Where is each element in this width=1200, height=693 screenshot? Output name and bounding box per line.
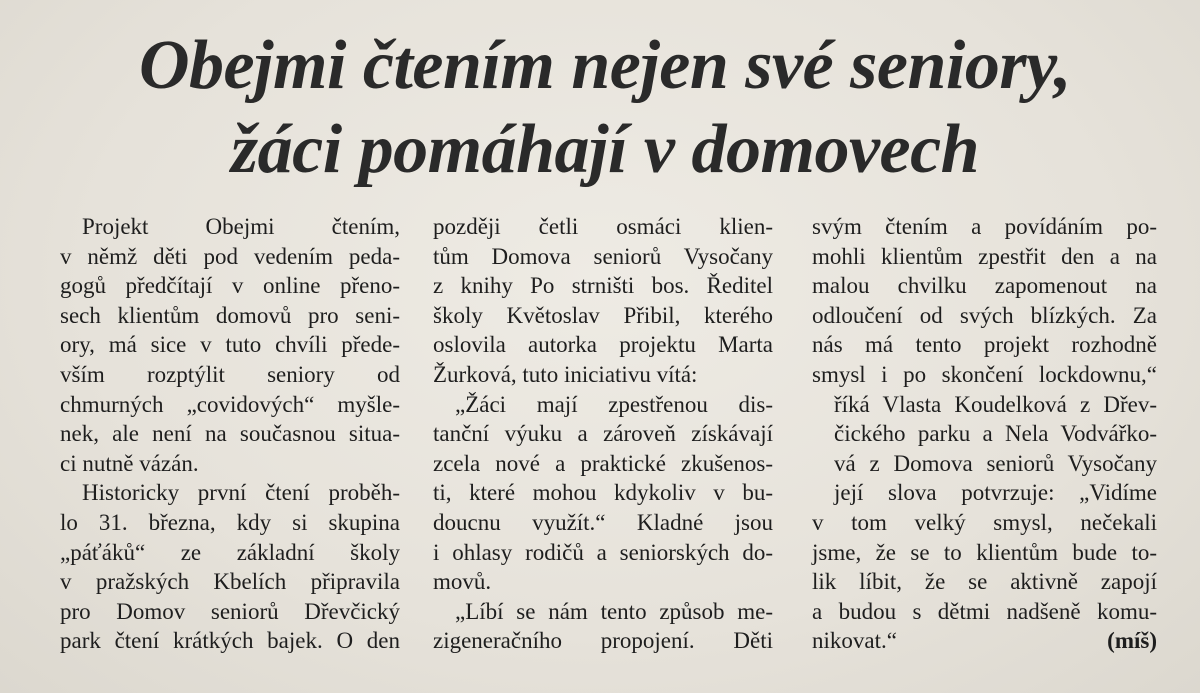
text-line: později četli osmáci klien- xyxy=(433,214,773,239)
text-line: mohli klientům zpestřit den a na xyxy=(812,243,1157,269)
text-line: Historicky první čtení proběh- xyxy=(82,480,400,506)
text-line: odloučení od svých blízkých. Za xyxy=(812,302,1157,328)
article-column-1 xyxy=(60,212,400,656)
text-line: nás má tento projekt rozhodně xyxy=(812,332,1157,358)
text-line: i ohlasy rodičů a seniorských do- xyxy=(433,539,773,565)
text-line: „Líbí se nám tento způsob me- xyxy=(455,598,773,624)
text-line: lik líbit, že se aktivně zapojí xyxy=(812,569,1157,595)
text-line: gogů předčítají v online přeno- xyxy=(60,273,400,299)
text-line: v tom velký smysl, nečekali xyxy=(812,509,1157,535)
text-line: ory, má sice v tuto chvíli přede- xyxy=(60,332,400,358)
text-line: vším rozptýlit seniory od xyxy=(60,361,400,387)
text-line: v pražských Kbelích připravila xyxy=(60,569,400,595)
text-line: z knihy Po strništi bos. Ředitel xyxy=(433,273,773,299)
paragraph xyxy=(433,597,773,656)
article-column-2 xyxy=(433,212,773,656)
text-line: nikovat.“ xyxy=(812,628,897,654)
text-line: nek, ale není na současnou situa- xyxy=(60,421,400,447)
text-line: svým čtením a povídáním po- xyxy=(812,214,1157,239)
headline-line-1: Obejmi čtením nejen své seniory, xyxy=(138,27,1072,104)
text-line: malou chvilku zapomenout na xyxy=(812,273,1157,299)
text-line: a budou s dětmi nadšeně komu- xyxy=(812,598,1157,624)
paragraph xyxy=(433,212,773,390)
paragraph xyxy=(60,212,400,478)
text-line: jsme, že se to klientům bude to- xyxy=(812,539,1157,565)
text-line: tům Domova seniorů Vysočany xyxy=(433,243,773,269)
paragraph xyxy=(433,390,773,597)
text-line: tanční výuku a zároveň získávají xyxy=(433,421,773,447)
text-line: zigeneračního propojení. Děti xyxy=(433,628,773,654)
text-line: sech klientům domovů pro seni- xyxy=(60,302,400,328)
text-line: v němž děti pod vedením peda- xyxy=(60,243,400,269)
text-line: pro Domov seniorů Dřevčický xyxy=(60,598,400,624)
text-line: movů. xyxy=(433,569,492,595)
text-line: ti, které mohou kdykoliv v bu- xyxy=(433,480,773,506)
text-line: park čtení krátkých bajek. O den xyxy=(60,628,400,654)
text-line: lo 31. března, kdy si skupina xyxy=(60,509,400,535)
text-line: čického parku a Nela Vodvářko- xyxy=(834,421,1157,447)
text-line: doucnu využít.“ Kladné jsou xyxy=(433,509,773,535)
text-line: „páťáků“ ze základní školy xyxy=(60,539,400,565)
text-line: ci nutně vázán. xyxy=(60,450,199,476)
text-line: školy Květoslav Přibil, kterého xyxy=(433,302,773,328)
article-column-3 xyxy=(812,212,1157,656)
headline-line-2: žáci pomáhají v domovech xyxy=(230,111,980,188)
text-line: Žurková, tuto iniciativu vítá: xyxy=(433,361,698,387)
article-headline xyxy=(40,24,1170,192)
text-line: chmurných „covidových“ myšle- xyxy=(60,391,400,417)
text-line: „Žáci mají zpestřenou dis- xyxy=(455,391,773,417)
text-line: říká Vlasta Koudelková z Dřev- xyxy=(834,391,1157,417)
text-line: její slova potvrzuje: „Vidíme xyxy=(834,480,1157,506)
closing-line xyxy=(812,626,1157,656)
text-line: oslovila autorka projektu Marta xyxy=(433,332,773,358)
text-line: smysl i po skončení lockdownu,“ xyxy=(812,361,1157,387)
paragraph xyxy=(812,212,1157,656)
text-line: vá z Domova seniorů Vysočany xyxy=(834,450,1157,476)
paragraph xyxy=(60,478,400,656)
author-signature: (míš) xyxy=(1107,628,1157,654)
text-line: zcela nové a praktické zkušenos- xyxy=(433,450,773,476)
text-line: Projekt Obejmi čtením, xyxy=(82,214,400,239)
